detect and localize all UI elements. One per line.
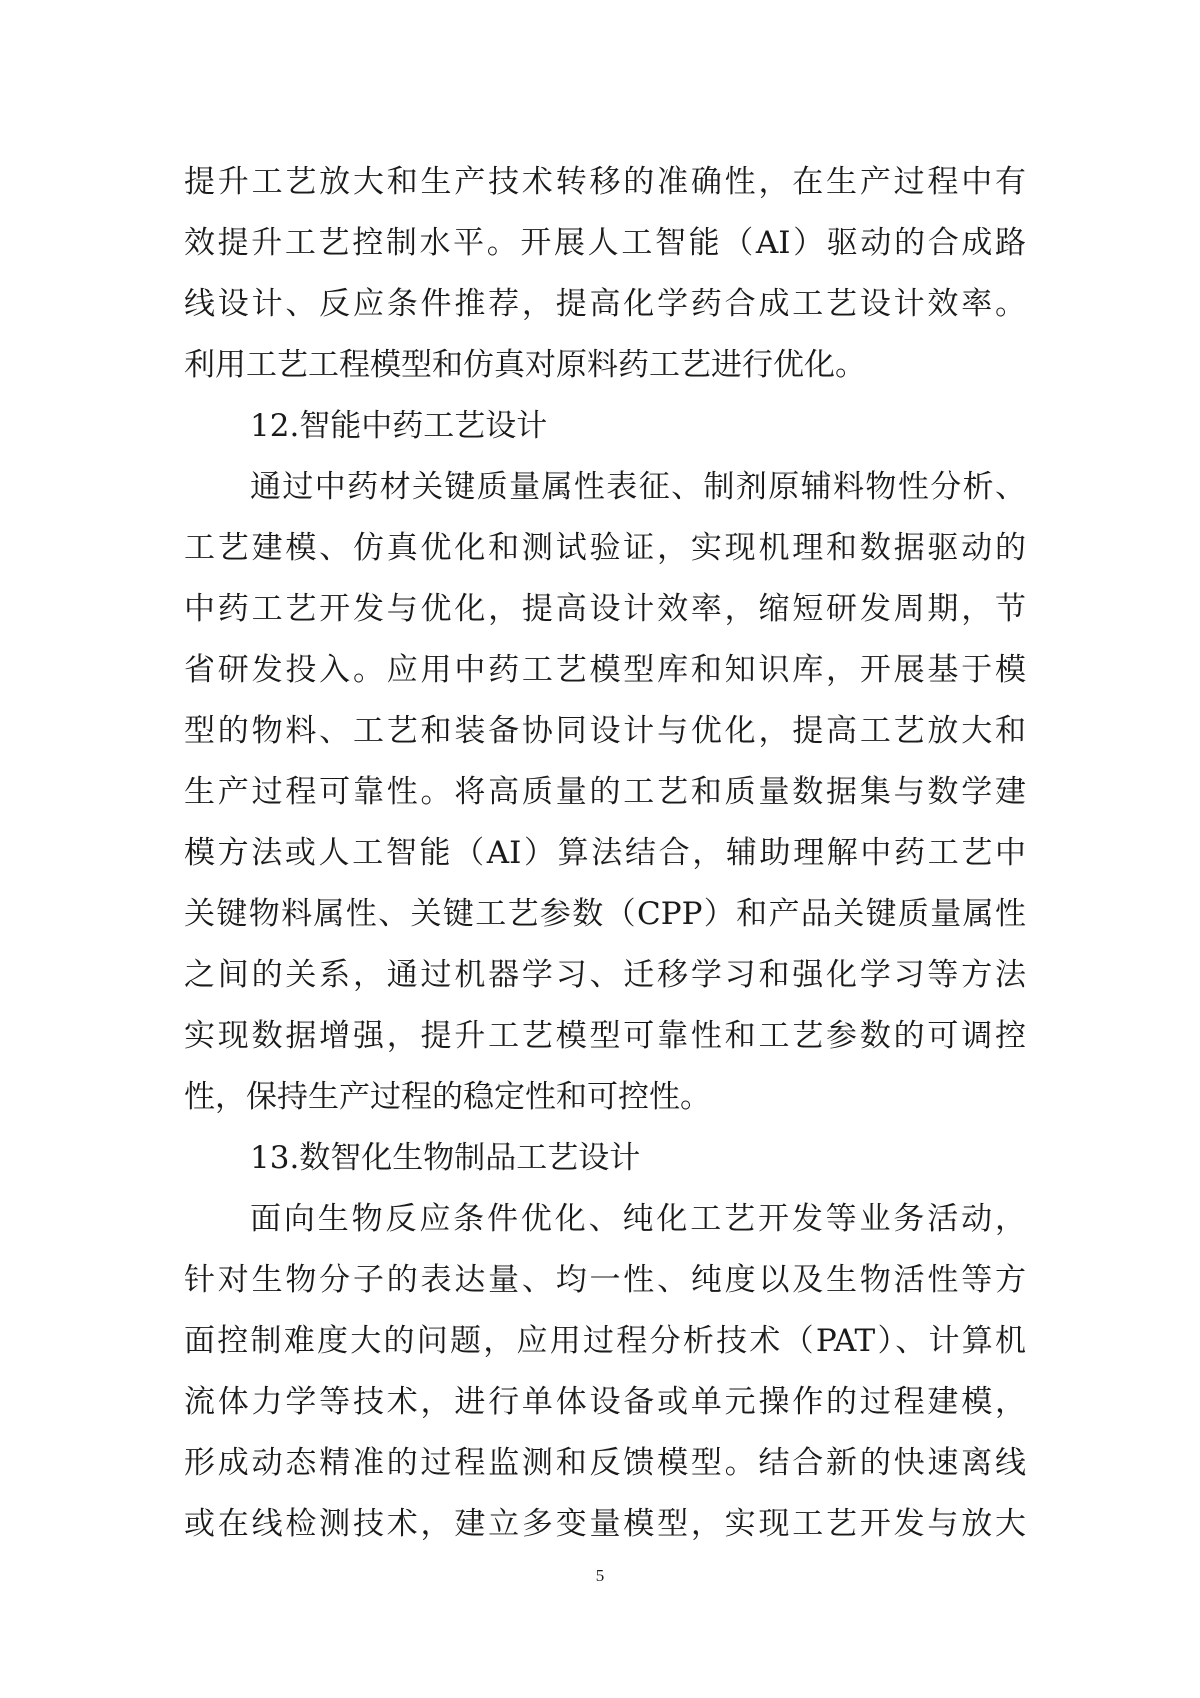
section-heading-13: 13.数智化生物制品工艺设计 [250, 1140, 641, 1176]
paragraph-line: 效提升工艺控制水平。开展人工智能（AI）驱动的合成路 [184, 225, 1026, 261]
paragraph-line: 生产过程可靠性。将高质量的工艺和质量数据集与数学建 [184, 774, 1026, 810]
paragraph-line: 型的物料、工艺和装备协同设计与优化，提高工艺放大和 [184, 713, 1026, 749]
paragraph-line: 性，保持生产过程的稳定性和可控性。 [184, 1079, 711, 1115]
paragraph-line: 关键物料属性、关键工艺参数（CPP）和产品关键质量属性 [184, 896, 1026, 932]
paragraph-line: 线设计、反应条件推荐，提高化学药合成工艺设计效率。 [184, 286, 1026, 322]
paragraph-line: 形成动态精准的过程监测和反馈模型。结合新的快速离线 [184, 1445, 1026, 1481]
paragraph-line: 提升工艺放大和生产技术转移的准确性，在生产过程中有 [184, 164, 1026, 200]
paragraph-line: 实现数据增强，提升工艺模型可靠性和工艺参数的可调控 [184, 1018, 1026, 1054]
paragraph-line: 或在线检测技术，建立多变量模型，实现工艺开发与放大 [184, 1506, 1026, 1542]
paragraph-line: 中药工艺开发与优化，提高设计效率，缩短研发周期，节 [184, 591, 1026, 627]
paragraph-line: 针对生物分子的表达量、均一性、纯度以及生物活性等方 [184, 1262, 1026, 1298]
body-text [184, 152, 1026, 1555]
paragraph-line: 省研发投入。应用中药工艺模型库和知识库，开展基于模 [184, 652, 1026, 688]
page-number: 5 [595, 1566, 605, 1585]
paragraph-line: 之间的关系，通过机器学习、迁移学习和强化学习等方法 [184, 957, 1026, 993]
paragraph-line: 利用工艺工程模型和仿真对原料药工艺进行优化。 [184, 347, 866, 383]
paragraph-line: 工艺建模、仿真优化和测试验证，实现机理和数据驱动的 [184, 530, 1026, 566]
paragraph-line: 通过中药材关键质量属性表征、制剂原辅料物性分析、 [250, 469, 1026, 505]
paragraph-line: 模方法或人工智能（AI）算法结合，辅助理解中药工艺中 [184, 835, 1026, 871]
paragraph-line: 面控制难度大的问题，应用过程分析技术（PAT）、计算机 [184, 1323, 1026, 1359]
paragraph-line: 流体力学等技术，进行单体设备或单元操作的过程建模， [184, 1384, 1026, 1420]
section-heading-12: 12.智能中药工艺设计 [250, 408, 548, 444]
paragraph-line: 面向生物反应条件优化、纯化工艺开发等业务活动， [250, 1201, 1026, 1237]
